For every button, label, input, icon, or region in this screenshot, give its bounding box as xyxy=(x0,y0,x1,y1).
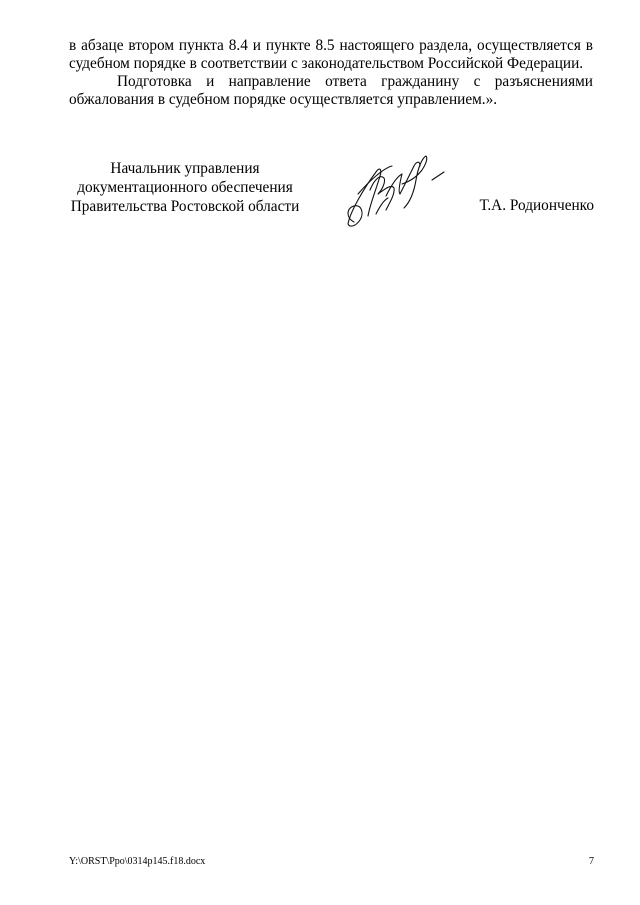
page-number: 7 xyxy=(589,856,594,867)
document-body xyxy=(69,37,593,109)
handwritten-signature xyxy=(340,150,450,232)
footer-file-path: Y:\ORST\Ppo\0314p145.f18.docx xyxy=(69,856,206,867)
position-line-1: Начальник управления xyxy=(110,160,260,177)
signatory-position xyxy=(69,159,301,216)
signer-name: Т.А. Родионченко xyxy=(479,197,594,214)
position-line-2: документационного обеспечения xyxy=(77,179,293,196)
paragraph-continuation: в абзаце втором пункта 8.4 и пункте 8.5 настоящего раздела, осуществляется в судебном порядке в соответствии с законодательством Российской Федерации. xyxy=(69,37,593,72)
paragraph-response-preparation: Подготовка и направление ответа гражданину с разъяснениями обжалования в судебном порядке осуществляется управлением.». xyxy=(69,73,593,108)
position-line-3: Правительства Ростовской области xyxy=(70,198,300,215)
